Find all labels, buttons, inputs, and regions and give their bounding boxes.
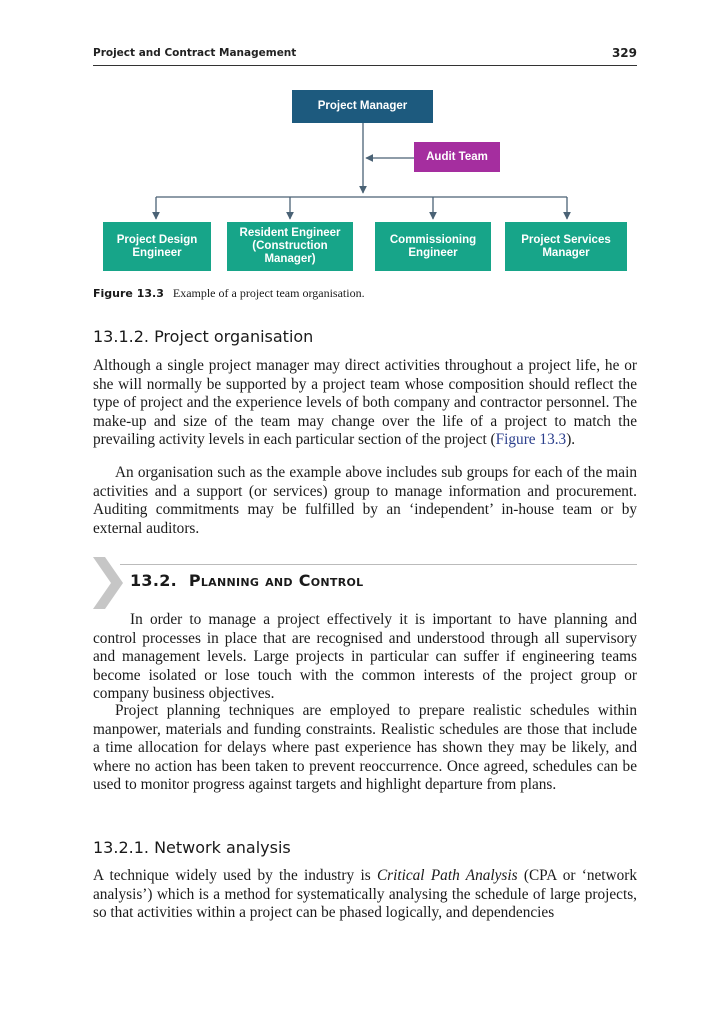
- paragraph-text: A technique widely used by the industry is: [93, 867, 377, 884]
- running-title: Project and Contract Management: [93, 47, 297, 59]
- figure-caption: [93, 286, 365, 301]
- section-title: Planning and Control: [188, 571, 364, 590]
- resident-engineer-box: [227, 222, 353, 271]
- figure-caption-text: Example of a project team organisation.: [172, 286, 365, 300]
- figure-caption-label: Figure 13.3: [93, 287, 164, 300]
- box-line: Commissioning: [389, 233, 477, 246]
- box-line: Manager: [542, 246, 590, 259]
- paragraph-text: Although a single project manager may direct activities throughout a project life, he or she will normally be supported by a project team whose composition should reflect the type of project and the experience levels of both company and contractor personnel. The make-up and size of the team may change over the life of a project to match the prevailing activity levels in each particular section of the project (: [93, 357, 637, 448]
- box-line: Resident Engineer: [239, 227, 341, 239]
- figure-link[interactable]: Figure 13.3: [495, 431, 567, 448]
- project-design-engineer-box: [103, 222, 211, 271]
- project-manager-label: Project Manager: [317, 100, 408, 112]
- section-rule: [120, 564, 637, 565]
- section-chevron-icon: [93, 557, 123, 609]
- section-heading-13-2-1: 13.2.1. Network analysis: [93, 838, 291, 857]
- box-line: Manager): [264, 253, 316, 265]
- section-number: 13.2.: [130, 571, 178, 590]
- paragraph: An organisation such as the example above includes sub groups for each of the main activities and a support (or services) group to manage information and procurement. Auditing commitments may be fulfilled by an ‘independent’ in-house team or by external auditors.: [93, 464, 637, 537]
- project-services-manager-box: [505, 222, 627, 271]
- box-line: Project Design: [116, 233, 198, 246]
- paragraph: Project planning techniques are employed to prepare realistic schedules within manpower, materials and funding constraints. Realistic schedules are those that include a time allocation for delays where past experience has shown they may be likely, and where no action has been taken to prevent reoccurrence. Once agreed, schedules can be used to monitor progress against targets and highlight departure from plans.: [93, 702, 637, 793]
- org-chart: [93, 85, 637, 280]
- audit-team-box: [414, 142, 500, 172]
- box-line: Engineer: [408, 246, 458, 259]
- paragraph: In order to manage a project effectively it is important to have planning and control processes in place that are recognised and understood through all supervisory and management levels. Large projects in particular can suffer if engineering teams become isolated or lose touch with the common interests of the project group or company business objectives.: [93, 611, 637, 702]
- project-manager-box: [292, 90, 433, 123]
- audit-team-label: Audit Team: [426, 150, 488, 163]
- paragraph: [93, 357, 637, 450]
- page-header: [93, 45, 637, 66]
- paragraph: [93, 867, 637, 923]
- section-heading-13-1-2: 13.1.2. Project organisation: [93, 327, 314, 346]
- emphasis-text: Critical Path Analysis: [376, 867, 518, 884]
- page-number: 329: [611, 46, 637, 60]
- section-heading-13-2: [130, 571, 363, 590]
- paragraph-text: (CPA or ‘network analysis’) which is a method for systematically analysing the schedule of large projects, so that activities within a project can be phased logically, and dependencies: [93, 867, 637, 921]
- box-line: Engineer: [132, 246, 182, 259]
- paragraph-text-end: ).: [566, 431, 576, 448]
- box-line: Project Services: [521, 233, 611, 246]
- commissioning-engineer-box: [375, 222, 491, 271]
- box-line: (Construction: [252, 240, 328, 252]
